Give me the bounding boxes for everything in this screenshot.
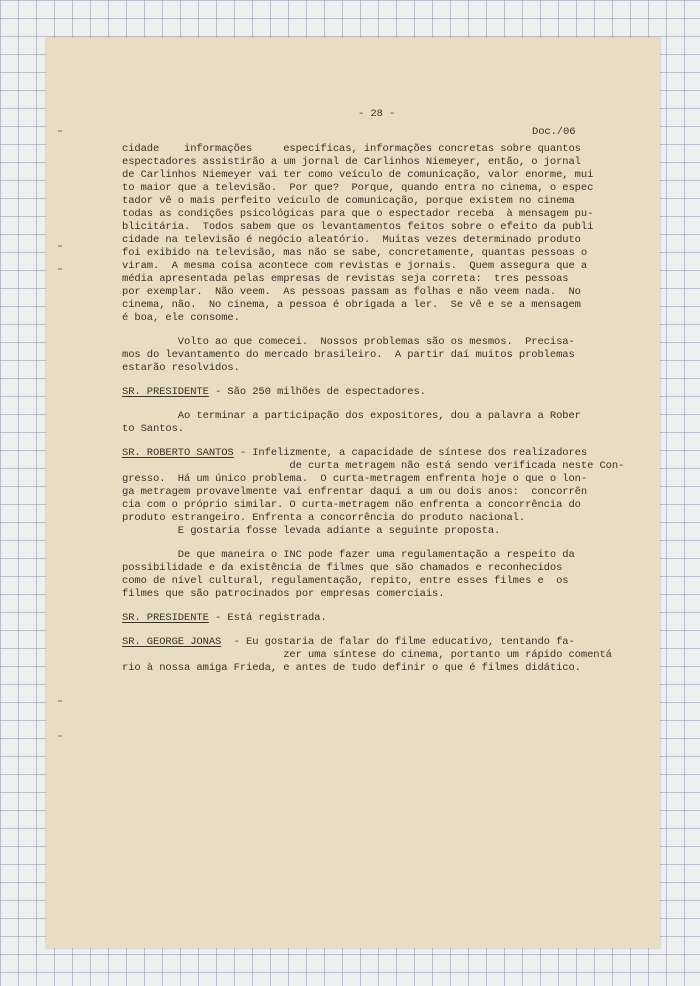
speaker-name: SR. PRESIDENTE (122, 612, 209, 624)
text-line: De que maneira o INC pode fazer uma regulamentação a respeito da (122, 549, 575, 561)
text-line: de curta metragem não está sendo verificada neste Con- (122, 460, 625, 472)
text-line: rio à nossa amiga Frieda, e antes de tudo definir o que é filmes didático. (122, 662, 581, 674)
speaker-entry (122, 612, 327, 625)
text-line: to Santos. (122, 423, 185, 435)
staple-mark (58, 268, 62, 270)
text-line: cia com o próprio similar. O curta-metragem não enfrenta a concorrência do (122, 499, 581, 511)
text-line: filmes que são patrocinados por empresas comerciais. (122, 588, 445, 600)
text-line: gresso. Há um único problema. O curta-metragem enfrenta hoje o que o lon- (122, 473, 588, 485)
text-line: produto estrangeiro. Enfrenta a concorrência do produto nacional. (122, 512, 526, 524)
text-line: to maior que a televisão. Por que? Porque, quando entra no cinema, o espec (122, 182, 594, 194)
speech-text: - Está registrada. (208, 612, 327, 624)
text-line: como de nível cultural, regulamentação, repito, entre esses filmes e os (122, 575, 569, 587)
speaker-name: SR. ROBERTO SANTOS (122, 447, 234, 459)
speaker-name: SR. PRESIDENTE (122, 386, 209, 398)
staple-mark (58, 130, 62, 132)
text-line: por exemplar. Não veem. As pessoas passam as folhas e não veem nada. No (122, 286, 581, 298)
text-line: média apresentada pelas empresas de revistas seja correta: tres pessoas (122, 273, 569, 285)
text-line: espectadores assistirão a um jornal de Carlinhos Niemeyer, então, o jornal (122, 156, 581, 168)
text-line: estarão resolvidos. (122, 362, 240, 374)
text-line: blicitária. Todos sabem que os levantamentos feitos sobre o efeito da publi (122, 221, 594, 233)
speaker-name: SR. GEORGE JONAS (122, 636, 222, 648)
staple-mark (58, 700, 62, 702)
speech-text: - São 250 milhões de espectadores. (208, 386, 426, 398)
text-line: Ao terminar a participação dos expositores, dou a palavra a Rober (122, 410, 581, 422)
text-line: é boa, ele consome. (122, 312, 240, 324)
doc-reference: Doc./06 (532, 126, 576, 138)
speech-text: - Eu gostaria de falar do filme educativo, tentando fa- (221, 636, 575, 648)
speaker-entry (122, 447, 587, 460)
speaker-entry (122, 636, 575, 649)
speech-text: - Infelizmente, a capacidade de síntese dos realizadores (233, 447, 588, 459)
staple-mark (58, 245, 62, 247)
text-line: zer uma síntese do cinema, portanto um rápido comentá (122, 649, 612, 661)
text-line: de Carlinhos Niemeyer vai ter como veículo de comunicação, valor enorme, mui (122, 169, 594, 181)
staple-mark (58, 735, 62, 737)
text-line: viram. A mesma coisa acontece com revistas e jornais. Quem assegura que a (122, 260, 588, 272)
text-line: cinema, não. No cinema, a pessoa é obrigada a ler. Se vê e se a mensagem (122, 299, 581, 311)
text-line: foi exibido na televisão, mas não se sabe, concretamente, quantas pessoas o (122, 247, 588, 259)
text-line: cidade na televisão é negócio aleatório. Muitas vezes determinado produto (122, 234, 581, 246)
text-line: E gostaria fosse levada adiante a seguinte proposta. (122, 525, 501, 537)
text-line: tador vê o mais perfeito veículo de comunicação, porque existem no cinema (122, 195, 575, 207)
speaker-entry (122, 386, 426, 399)
text-line: Volto ao que comecei. Nossos problemas são os mesmos. Precisa- (122, 336, 575, 348)
page-number: - 28 - (358, 108, 396, 120)
text-line: ga metragem provavelmente vai enfrentar daqui a um ou dois anos: concorrên (122, 486, 588, 498)
text-line: todas as condições psicológicas para que o espectador receba à mensagem pu- (122, 208, 594, 220)
text-line: possibilidade e da existência de filmes que são chamados e reconhecidos (122, 562, 563, 574)
text-line: cidade informações específicas, informações concretas sobre quantos (122, 143, 581, 155)
text-line: mos do levantamento do mercado brasileiro. A partir daí muitos problemas (122, 349, 575, 361)
